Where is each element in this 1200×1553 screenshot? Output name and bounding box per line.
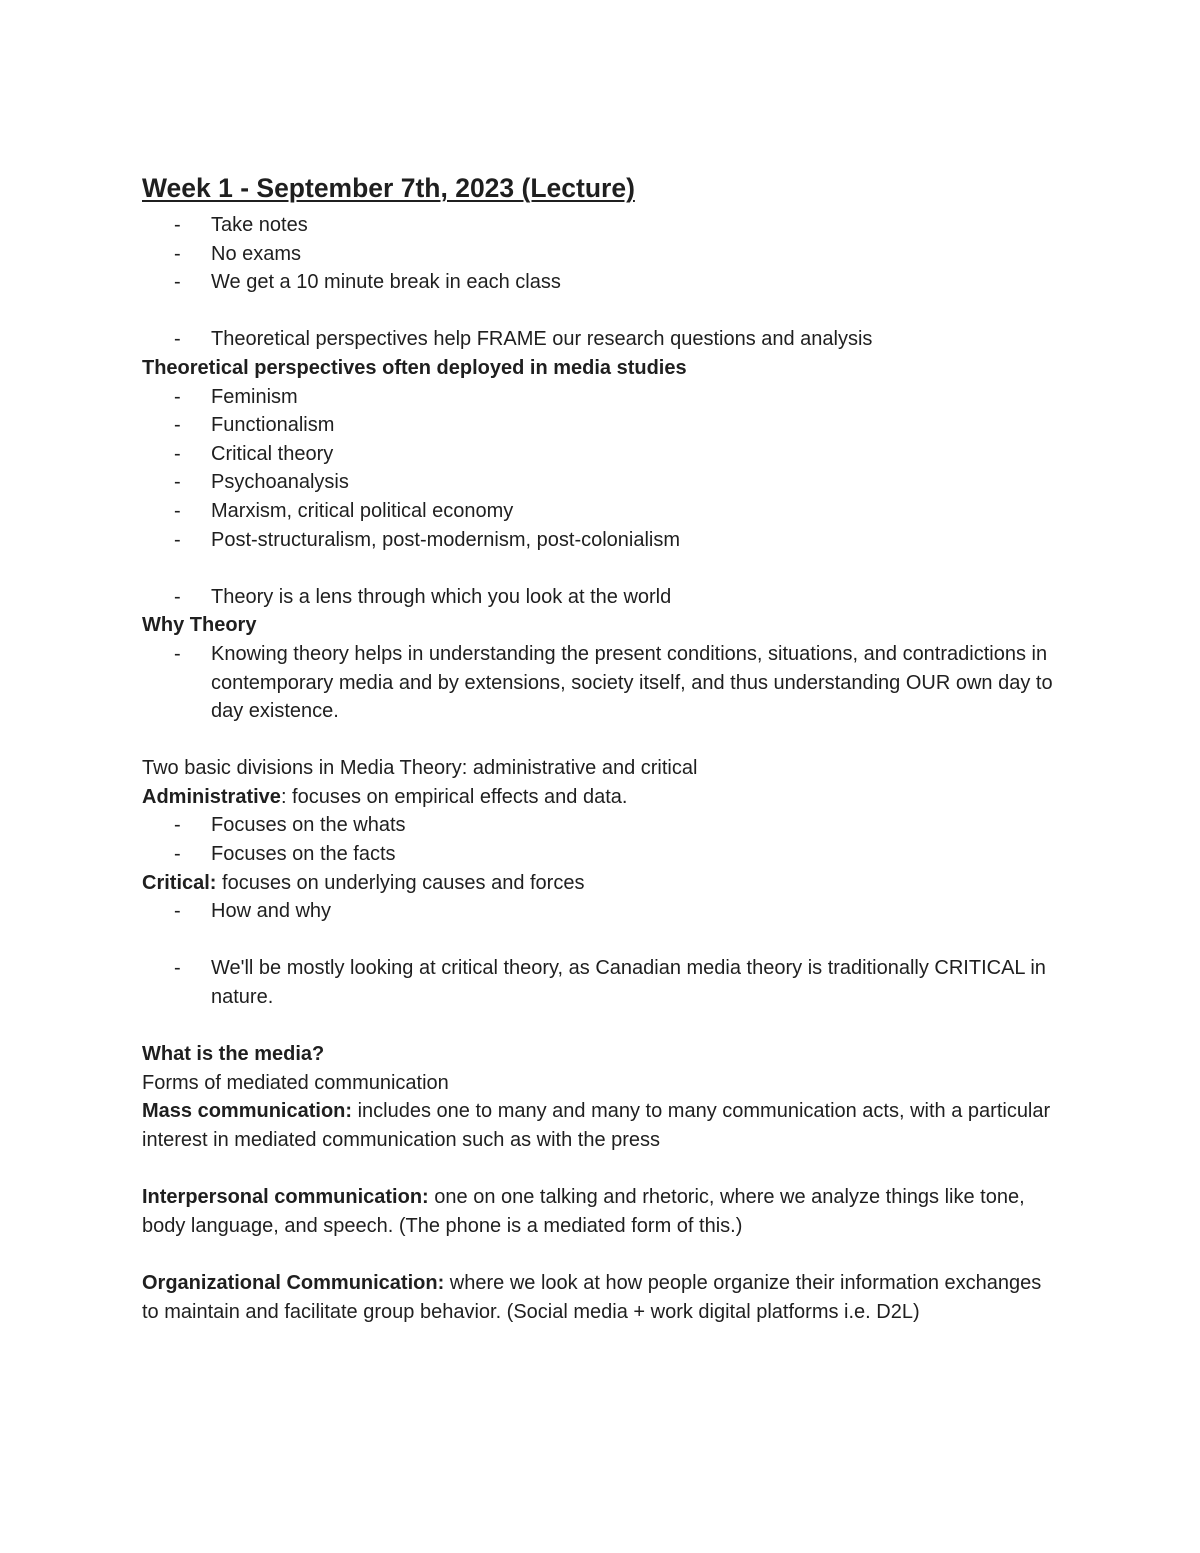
mass-communication-text: includes one to many and many to many communication acts, with a particular interest in mediated communication such as with the press — [142, 1100, 1051, 1151]
page-title: Week 1 - September 7th, 2023 (Lecture) — [142, 173, 635, 203]
spacer — [142, 1155, 1062, 1184]
frame-list — [142, 325, 1062, 354]
mass-communication-label: Mass communication: — [142, 1100, 353, 1123]
list-item: - No exams — [142, 240, 1062, 269]
interpersonal-communication-text: one on one talking and rhetoric, where we analyze things like tone, body language, and speech. (The phone is a mediated form of this.) — [142, 1186, 1025, 1237]
list-item: - Psychoanalysis — [142, 468, 1062, 497]
spacer — [142, 1240, 1062, 1269]
critical-list — [142, 897, 1062, 926]
spacer — [142, 297, 1062, 326]
critical-definition — [142, 869, 1062, 898]
interpersonal-communication-definition — [142, 1183, 1062, 1240]
spacer — [142, 726, 1062, 755]
list-item: - Post-structuralism, post-modernism, post-colonialism — [142, 526, 1062, 555]
list-item: - Marxism, critical political economy — [142, 497, 1062, 526]
list-item: - How and why — [142, 897, 1062, 926]
critical-text: focuses on underlying causes and forces — [216, 871, 585, 894]
why-theory-heading: Why Theory — [142, 614, 257, 637]
spacer — [142, 554, 1062, 583]
mass-communication-definition — [142, 1097, 1062, 1154]
perspectives-heading: Theoretical perspectives often deployed in media studies — [142, 356, 687, 379]
lens-list — [142, 583, 1062, 612]
list-item: - We'll be mostly looking at critical theory, as Canadian media theory is traditionally CRITICAL in nature. — [142, 954, 1062, 1011]
media-heading: What is the media? — [142, 1043, 325, 1066]
media-text: Forms of mediated communication — [142, 1071, 449, 1094]
intro-list — [142, 211, 1062, 297]
organizational-communication-definition — [142, 1269, 1062, 1326]
organizational-communication-text: where we look at how people organize their information exchanges to maintain and facilitate group behavior. (Social media + work digital platforms i.e. D2L) — [142, 1271, 1042, 1323]
interpersonal-communication-label: Interpersonal communication: — [142, 1186, 429, 1209]
list-item: - We get a 10 minute break in each class — [142, 268, 1062, 297]
administrative-text: : focuses on empirical effects and data. — [280, 785, 628, 808]
spacer — [142, 926, 1062, 955]
administrative-list — [142, 811, 1062, 868]
list-item: - Critical theory — [142, 440, 1062, 469]
divisions-text: Two basic divisions in Media Theory: administrative and critical — [142, 757, 698, 780]
administrative-definition — [142, 783, 1062, 812]
list-item: - Focuses on the whats — [142, 811, 1062, 840]
document-page — [142, 170, 1062, 1326]
administrative-label: Administrative — [142, 785, 281, 808]
list-item: - Focuses on the facts — [142, 840, 1062, 869]
list-item: - Theory is a lens through which you look at the world — [142, 583, 1062, 612]
list-item: - Theoretical perspectives help FRAME our research questions and analysis — [142, 325, 1062, 354]
list-item: - Knowing theory helps in understanding the present conditions, situations, and contradictions in contemporary media and by extensions, society itself, and thus understanding OUR own day to day existence. — [142, 640, 1062, 726]
list-item: - Functionalism — [142, 411, 1062, 440]
critical-note-list — [142, 954, 1062, 1011]
critical-label: Critical: — [142, 871, 217, 894]
perspectives-list — [142, 383, 1062, 555]
organizational-communication-label: Organizational Communication: — [142, 1271, 445, 1294]
why-theory-list — [142, 640, 1062, 726]
list-item: - Feminism — [142, 383, 1062, 412]
spacer — [142, 1012, 1062, 1041]
list-item: - Take notes — [142, 211, 1062, 240]
